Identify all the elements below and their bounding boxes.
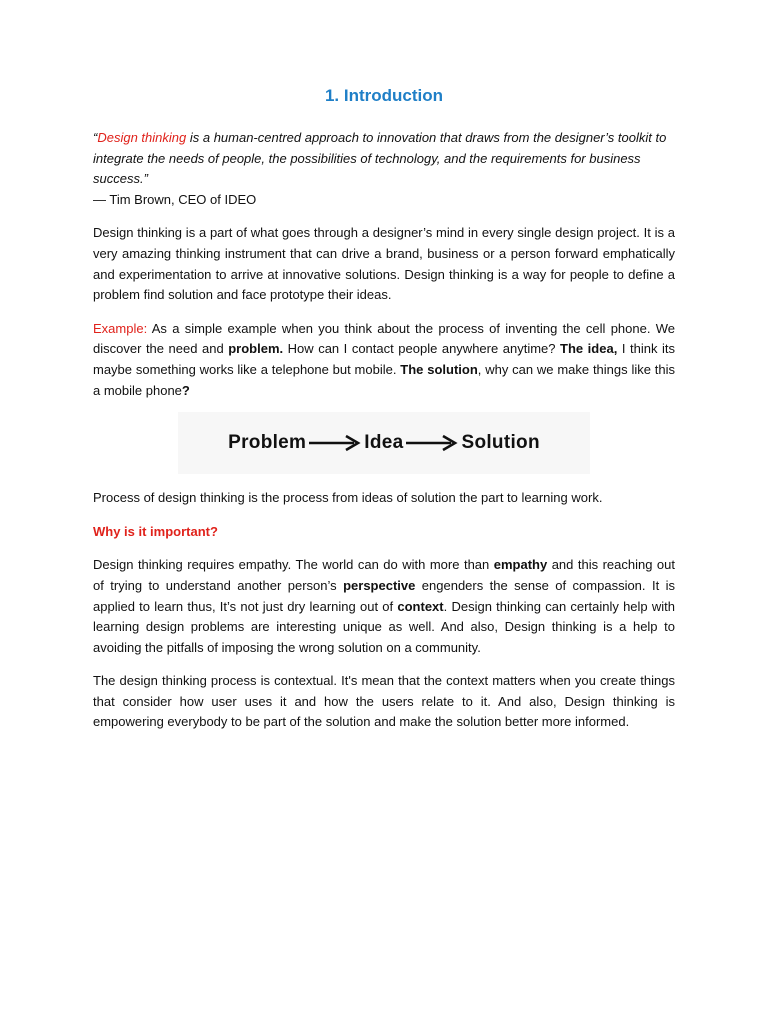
process-diagram-image [178, 412, 590, 474]
example-text-2: How can I contact people anywhere anytime? [283, 341, 561, 357]
diagram-step-solution: Solution [461, 432, 540, 454]
quote-term: Design thinking [97, 130, 187, 145]
quote-block [93, 128, 675, 210]
quote-text [93, 128, 675, 190]
empathy-text-4: . Design thinking can certainly help with learning design problems are interesting unique as well. And also, Design thinking is a help to avoiding the pitfalls of imposing the wrong solution on a community. [93, 598, 676, 655]
example-text-3: I think its maybe something works like a telephone but mobile. [93, 341, 675, 377]
section-heading-why-important: Why is it important? [93, 523, 218, 539]
paragraph-process: Process of design thinking is the process from ideas of solution the part to learning work. [93, 490, 603, 506]
bold-context: context [397, 598, 444, 614]
empathy-text-1: Design thinking requires empathy. The world can do with more than [93, 557, 494, 573]
page-title: 1. Introduction [324, 86, 444, 105]
example-text-4: , why can we make things like this a mobile phone [93, 361, 676, 398]
arrow-right-icon [403, 433, 461, 453]
example-bold-solution: The solution [400, 361, 478, 377]
paragraph-definition: Design thinking is a part of what goes through a designer’s mind in every single design project. It is a very amazing thinking instrument that can drive a brand, business or a person forward emphatically and experimentation to arrive at innovative solutions. Design thinking is a way for people to define a problem find solution and face prototype their ideas. [93, 225, 675, 303]
arrow-right-icon [306, 433, 364, 453]
empathy-text-3: engenders the sense of compassion. It is applied to learn thus, It’s not just dry learning out of [93, 577, 675, 614]
paragraph-example [93, 319, 675, 401]
quote-attribution: — Tim Brown, CEO of IDEO [93, 191, 257, 207]
paragraph-empathy [93, 555, 675, 658]
paragraph-contextual: The design thinking process is contextual. It's mean that the context matters when you create things that consider how user uses it and how the users relate to it. And also, Design thinking is empowering everybody to be part of the solution and make the solution better more informed. [93, 673, 675, 730]
example-text-1: As a simple example when you think about the process of inventing the cell phone. We discover the need and [93, 320, 675, 357]
diagram-step-problem: Problem [228, 432, 307, 454]
process-diagram [93, 412, 675, 474]
quote-body: is a human-centred approach to innovation that draws from the designer’s toolkit to integrate the needs of people, the possibilities of technology, and the requirements for business success.” [93, 130, 667, 187]
diagram-step-idea: Idea [364, 432, 404, 454]
example-bold-idea: The idea, [560, 341, 618, 357]
bold-perspective: perspective [343, 577, 416, 593]
example-bold-problem: problem. [228, 341, 284, 357]
quote-open-mark: “ [93, 130, 98, 145]
document-body [93, 86, 675, 733]
bold-empathy: empathy [493, 557, 548, 573]
empathy-text-2: and this reaching out of trying to understand another person’s [93, 557, 676, 593]
example-question-mark: ? [181, 382, 190, 398]
example-label: Example: [93, 320, 148, 336]
